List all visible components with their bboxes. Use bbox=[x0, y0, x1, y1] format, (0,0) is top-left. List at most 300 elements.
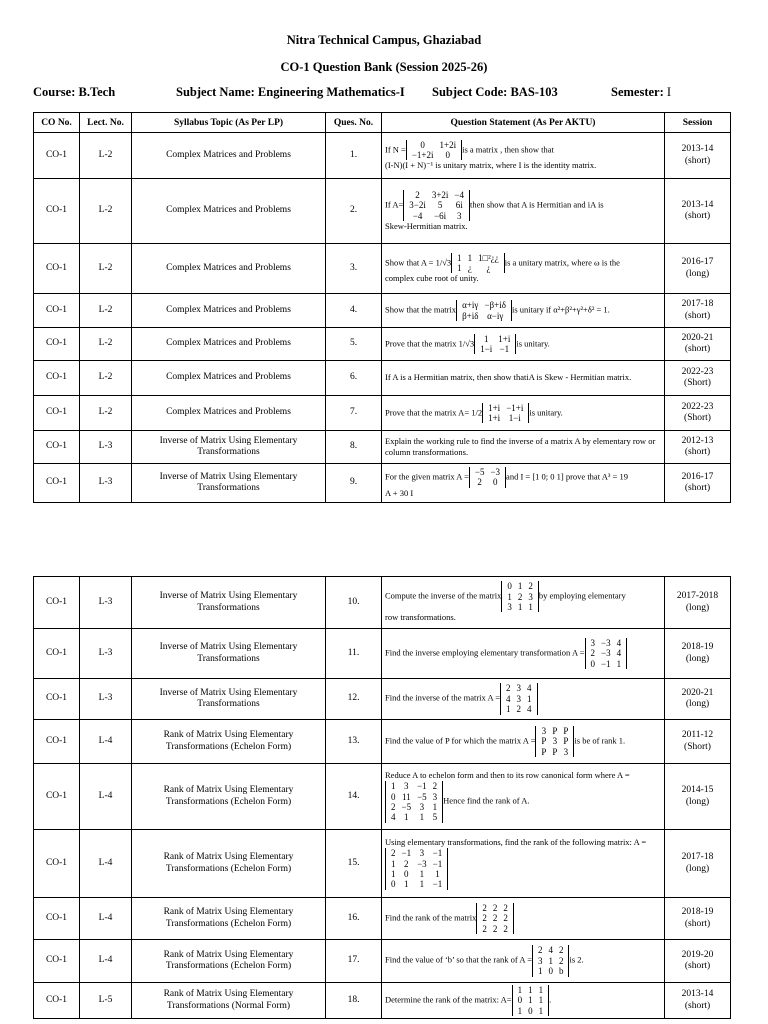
matrix-entry: 2 bbox=[558, 955, 564, 966]
matrix-entry: 4 bbox=[616, 637, 622, 648]
matrix-entry: 1 bbox=[391, 869, 396, 880]
session-cell bbox=[665, 328, 731, 361]
matrix-entry: 1+2i bbox=[439, 139, 457, 150]
question-text-continued: by employing elementary bbox=[538, 590, 626, 601]
session-year: 2022-23 bbox=[681, 366, 714, 377]
matrix-entry: P bbox=[541, 736, 547, 747]
matrix-entry: −5 bbox=[474, 467, 485, 478]
topic-cell: Rank of Matrix Using Elementary Transformations (Echelon Form) bbox=[132, 898, 326, 940]
lect-no-cell: L-3 bbox=[80, 679, 132, 720]
matrix-entry: 1 bbox=[457, 252, 462, 263]
matrix-entry: 1 bbox=[404, 812, 409, 823]
subject-code: Subject Code: BAS-103 bbox=[432, 85, 558, 99]
matrix-entry: 2 bbox=[506, 683, 511, 694]
question-text-continued: is be of rank 1. bbox=[574, 735, 626, 746]
matrix-entry: 2 bbox=[492, 923, 498, 934]
matrix bbox=[482, 403, 529, 424]
topic-cell: Inverse of Matrix Using Elementary Transformations bbox=[132, 577, 326, 629]
matrix-entry: b bbox=[558, 966, 564, 977]
question-cell bbox=[382, 179, 665, 244]
question-text-continued: . bbox=[549, 994, 552, 1005]
matrix-entry: β+iδ bbox=[462, 310, 479, 321]
session-year: 2020-21 bbox=[681, 687, 714, 698]
session-type: (short) bbox=[684, 961, 711, 971]
matrix bbox=[406, 140, 462, 161]
table-row bbox=[34, 940, 731, 983]
table-row bbox=[34, 396, 731, 431]
ques-no-cell: 10. bbox=[326, 577, 382, 629]
question-text: Explain the working rule to find the inverse of a matrix A by elementary row or column transformations. bbox=[385, 435, 656, 457]
ques-no-cell: 1. bbox=[326, 133, 382, 179]
matrix bbox=[456, 300, 512, 321]
session-cell bbox=[665, 720, 731, 764]
matrix-entry: 2 bbox=[503, 923, 508, 934]
matrix-entry: −5 bbox=[401, 802, 412, 813]
ques-no-cell: 6. bbox=[326, 361, 382, 396]
topic-cell: Rank of Matrix Using Elementary Transformations (Echelon Form) bbox=[132, 940, 326, 983]
matrix-entry: P bbox=[541, 746, 547, 757]
topic-cell: Complex Matrices and Problems bbox=[132, 244, 326, 294]
session-cell bbox=[665, 764, 731, 830]
matrix-entry: 1+i bbox=[488, 413, 501, 423]
matrix-entry: 3 bbox=[516, 683, 522, 694]
question-text: If N = bbox=[385, 143, 406, 154]
matrix-entry: 1 bbox=[432, 802, 438, 813]
co-no-cell: CO-1 bbox=[34, 577, 80, 629]
question-text-continued: is a matrix , then show that bbox=[462, 143, 554, 154]
question-cell bbox=[382, 830, 665, 898]
session-type: (short) bbox=[684, 918, 711, 929]
ques-no-cell: 7. bbox=[326, 396, 382, 431]
lect-no-cell: L-4 bbox=[80, 720, 132, 764]
session-type: (short) bbox=[684, 310, 711, 321]
co-no-cell: CO-1 bbox=[34, 464, 80, 503]
co-no-cell: CO-1 bbox=[34, 679, 80, 720]
table-header-row bbox=[34, 113, 731, 133]
co-no-cell: CO-1 bbox=[34, 396, 80, 431]
matrix-entry: 3 bbox=[516, 693, 522, 704]
co-no-cell: CO-1 bbox=[34, 328, 80, 361]
co-no-cell: CO-1 bbox=[34, 720, 80, 764]
table-row bbox=[34, 720, 731, 764]
session-type: (short) bbox=[684, 447, 711, 457]
co-no-cell: CO-1 bbox=[34, 940, 80, 983]
table-row bbox=[34, 464, 731, 503]
topic-cell: Complex Matrices and Problems bbox=[132, 294, 326, 328]
table-row bbox=[34, 983, 731, 1019]
matrix-entry: 1 bbox=[467, 252, 473, 263]
question-cell bbox=[382, 577, 665, 629]
question-table-2 bbox=[33, 576, 731, 1019]
question-cell bbox=[382, 679, 665, 720]
matrix-entry: 0 bbox=[420, 139, 425, 150]
session-cell bbox=[665, 464, 731, 503]
question-text: Prove that the matrix A= 1/2 bbox=[385, 406, 483, 417]
topic-cell: Rank of Matrix Using Elementary Transformations (Normal Form) bbox=[132, 983, 326, 1019]
matrix-entry: 0 bbox=[548, 966, 553, 977]
question-text-line2: A + 30 I bbox=[385, 487, 414, 498]
topic-cell: Rank of Matrix Using Elementary Transformations (Echelon Form) bbox=[132, 764, 326, 830]
matrix-entry: 2 bbox=[482, 902, 487, 913]
question-text-continued: and I = [1 0; 0 1] prove that A³ = 19 bbox=[506, 471, 628, 482]
ques-no-cell: 18. bbox=[326, 983, 382, 1019]
matrix-entry: −1 bbox=[432, 858, 443, 869]
topic-cell: Inverse of Matrix Using Elementary Transformations bbox=[132, 464, 326, 503]
matrix-entry: −1+2i bbox=[411, 149, 434, 160]
session-type: (short) bbox=[684, 155, 711, 166]
session-year: 2022-23 bbox=[681, 401, 714, 412]
matrix-entry: 2 bbox=[477, 477, 482, 488]
co-no-cell: CO-1 bbox=[34, 629, 80, 679]
matrix-entry: 3 bbox=[528, 591, 533, 602]
table-row bbox=[34, 133, 731, 179]
question-cell bbox=[382, 431, 665, 464]
question-cell bbox=[382, 629, 665, 679]
matrix-entry: 2 bbox=[516, 704, 522, 715]
matrix-entry: 3 bbox=[552, 736, 558, 747]
matrix-entry: 3 bbox=[507, 602, 512, 613]
topic-cell: Complex Matrices and Problems bbox=[132, 396, 326, 431]
matrix-entry: 3 bbox=[404, 781, 409, 792]
question-cell bbox=[382, 133, 665, 179]
question-text: Reduce A to echelon form and then to its row canonical form where A = bbox=[385, 770, 630, 781]
matrix-entry: 1□²¿¿ bbox=[478, 252, 499, 263]
col-co-no: CO No. bbox=[34, 113, 80, 133]
co-no-cell: CO-1 bbox=[34, 898, 80, 940]
matrix bbox=[476, 903, 514, 934]
matrix-entry: −β+iδ bbox=[484, 300, 506, 311]
session-type: (long) bbox=[685, 699, 710, 709]
topic-cell: Complex Matrices and Problems bbox=[132, 328, 326, 361]
matrix-entry: 6i bbox=[455, 200, 463, 211]
ques-no-cell: 14. bbox=[326, 764, 382, 830]
matrix-entry: 1 bbox=[528, 984, 533, 995]
session-year: 2020-21 bbox=[681, 332, 714, 343]
topic-cell: Rank of Matrix Using Elementary Transformations (Echelon Form) bbox=[132, 830, 326, 898]
topic-cell: Rank of Matrix Using Elementary Transformations (Echelon Form) bbox=[132, 720, 326, 764]
matrix-entry: 1 bbox=[507, 591, 512, 602]
lect-no-cell: L-4 bbox=[80, 764, 132, 830]
topic-cell: Inverse of Matrix Using Elementary Transformations bbox=[132, 629, 326, 679]
question-cell bbox=[382, 396, 665, 431]
session-cell bbox=[665, 431, 731, 464]
matrix-entry: 3 bbox=[590, 637, 596, 648]
matrix-entry: 1 bbox=[538, 984, 544, 995]
session-type: (long) bbox=[685, 268, 710, 279]
matrix-entry: 3+2i bbox=[431, 189, 449, 200]
question-text: Using elementary transformations, find the rank of the following matrix: A = bbox=[385, 837, 647, 848]
session-cell bbox=[665, 133, 731, 179]
matrix-entry: 1 bbox=[517, 984, 523, 995]
matrix-entry: 2 bbox=[492, 913, 498, 924]
matrix-entry: −1 bbox=[401, 848, 412, 859]
matrix-entry: 2 bbox=[528, 581, 533, 592]
matrix-entry: 1 bbox=[483, 333, 489, 344]
question-table-1 bbox=[33, 112, 731, 503]
matrix-entry: 1 bbox=[391, 781, 396, 792]
matrix-entry: 1 bbox=[538, 1005, 544, 1016]
question-text-continued: Hence find the rank of A. bbox=[443, 795, 530, 806]
lect-no-cell: L-2 bbox=[80, 361, 132, 396]
matrix-entry: 3 bbox=[563, 746, 569, 757]
matrix-entry: 2 bbox=[415, 189, 420, 200]
lect-no-cell: L-2 bbox=[80, 328, 132, 361]
matrix-entry: 5 bbox=[432, 812, 438, 823]
matrix-entry: 0 bbox=[391, 791, 396, 802]
question-text-continued: is unitary. bbox=[516, 337, 550, 348]
matrix-entry: 2 bbox=[404, 858, 409, 869]
session-cell bbox=[665, 898, 731, 940]
matrix-entry: −3 bbox=[601, 637, 611, 648]
ques-no-cell: 16. bbox=[326, 898, 382, 940]
lect-no-cell: L-3 bbox=[80, 431, 132, 464]
question-text: Show that the matrix bbox=[385, 304, 457, 315]
table-row bbox=[34, 431, 731, 464]
matrix-entry: −4 bbox=[412, 210, 423, 221]
session-cell bbox=[665, 679, 731, 720]
matrix-entry: 3 bbox=[541, 725, 547, 736]
matrix-entry: α−iγ bbox=[487, 310, 504, 321]
matrix bbox=[501, 581, 539, 612]
lect-no-cell: L-3 bbox=[80, 629, 132, 679]
table-row bbox=[34, 830, 731, 898]
matrix-entry: 1 bbox=[435, 869, 440, 880]
question-text-line2: Skew-Hermitian matrix. bbox=[385, 220, 468, 231]
session-cell bbox=[665, 983, 731, 1019]
matrix bbox=[451, 253, 505, 274]
matrix-entry: 2 bbox=[503, 902, 508, 913]
matrix-entry: 1 bbox=[537, 966, 543, 977]
matrix-entry: 0 bbox=[404, 869, 409, 880]
matrix-entry: 1 bbox=[404, 879, 409, 890]
matrix-entry: 1 bbox=[548, 955, 553, 966]
session-type: (short) bbox=[684, 211, 711, 221]
question-text: If A= bbox=[385, 199, 404, 210]
matrix-entry: 1+i bbox=[488, 402, 501, 413]
table-row bbox=[34, 764, 731, 830]
matrix-entry: P bbox=[552, 746, 558, 757]
table-row bbox=[34, 577, 731, 629]
ques-no-cell: 13. bbox=[326, 720, 382, 764]
question-text-continued: is unitary. bbox=[529, 406, 563, 417]
matrix-entry: 3−2i bbox=[409, 200, 426, 211]
session-type: (Short) bbox=[684, 741, 711, 752]
matrix-entry: 1 bbox=[517, 602, 523, 613]
session-year: 2013-14 bbox=[681, 989, 714, 1000]
ques-no-cell: 8. bbox=[326, 431, 382, 464]
question-text: Compute the inverse of the matrix bbox=[385, 590, 502, 601]
lect-no-cell: L-3 bbox=[80, 464, 132, 503]
ques-no-cell: 11. bbox=[326, 629, 382, 679]
session-type: (short) bbox=[684, 1000, 711, 1011]
ques-no-cell: 3. bbox=[326, 244, 382, 294]
matrix-entry: 1−i bbox=[480, 344, 493, 354]
matrix-entry: α+iγ bbox=[462, 300, 479, 311]
session-cell bbox=[665, 361, 731, 396]
question-text: If A is a Hermitian matrix, then show thatiA is Skew - Hermitian matrix. bbox=[385, 372, 632, 383]
question-cell bbox=[382, 898, 665, 940]
matrix-entry: −1 bbox=[432, 879, 443, 890]
matrix-entry: 0 bbox=[507, 581, 512, 592]
session-cell bbox=[665, 294, 731, 328]
question-text: Find the rank of the matrix bbox=[385, 912, 477, 923]
lect-no-cell: L-4 bbox=[80, 940, 132, 983]
session-cell bbox=[665, 830, 731, 898]
matrix-entry: 3 bbox=[432, 791, 438, 802]
session-year: 2019-20 bbox=[681, 949, 714, 960]
matrix-entry: 1 bbox=[528, 602, 533, 613]
matrix-entry: 11 bbox=[401, 791, 411, 802]
question-bank-title: CO-1 Question Bank (Session 2025-26) bbox=[280, 60, 488, 74]
session-year: 2017-2018 bbox=[676, 591, 719, 602]
lect-no-cell: L-4 bbox=[80, 830, 132, 898]
session-year: 2017-18 bbox=[681, 852, 714, 863]
col-session: Session bbox=[665, 113, 731, 133]
matrix-entry: 0 bbox=[590, 658, 596, 669]
session-year: 2014-15 bbox=[681, 785, 714, 796]
matrix bbox=[474, 334, 516, 355]
matrix-entry: 2 bbox=[590, 648, 596, 659]
matrix-entry: 3 bbox=[419, 802, 425, 813]
co-no-cell: CO-1 bbox=[34, 179, 80, 244]
session-cell bbox=[665, 179, 731, 244]
question-cell bbox=[382, 764, 665, 830]
co-no-cell: CO-1 bbox=[34, 244, 80, 294]
matrix bbox=[469, 467, 506, 488]
session-year: 2016-17 bbox=[681, 257, 714, 268]
matrix-entry: 4 bbox=[391, 812, 396, 823]
matrix-entry: −5 bbox=[417, 791, 427, 802]
session-type: (short) bbox=[684, 344, 711, 354]
subject-name: Subject Name: Engineering Mathematics-I bbox=[176, 85, 405, 99]
matrix-entry: −3 bbox=[417, 858, 427, 869]
topic-cell: Inverse of Matrix Using Elementary Transformations bbox=[132, 679, 326, 720]
session-year: 2013-14 bbox=[681, 144, 714, 155]
matrix-entry: 2 bbox=[492, 902, 498, 913]
session-type: (Short) bbox=[684, 378, 711, 388]
question-text-line2: complex cube root of unity. bbox=[385, 273, 479, 284]
matrix-entry: 1 bbox=[527, 693, 532, 704]
question-text-line2: row transformations. bbox=[385, 612, 456, 623]
question-text: Find the value of P for which the matrix A = bbox=[385, 735, 536, 746]
course-label: Course: B.Tech bbox=[33, 85, 116, 99]
lect-no-cell: L-3 bbox=[80, 577, 132, 629]
matrix-entry: −1 bbox=[499, 344, 510, 354]
lect-no-cell: L-4 bbox=[80, 898, 132, 940]
matrix-entry: 1 bbox=[457, 262, 462, 273]
question-text: For the given matrix A = bbox=[385, 471, 469, 482]
question-text: Show that A = 1/√3 bbox=[385, 256, 452, 267]
question-text: Find the inverse of the matrix A = bbox=[385, 692, 501, 703]
matrix-entry: 2 bbox=[391, 848, 396, 859]
table-row bbox=[34, 679, 731, 720]
session-cell bbox=[665, 244, 731, 294]
session-cell bbox=[665, 577, 731, 629]
table-row bbox=[34, 328, 731, 361]
matrix-entry: 1 bbox=[419, 869, 425, 880]
matrix-entry: 0 bbox=[528, 1005, 533, 1016]
session-type: (long) bbox=[685, 863, 710, 874]
matrix-entry: ¿ bbox=[467, 262, 472, 273]
question-text-continued: is unitary if α²+β²+γ²+δ² = 1. bbox=[511, 304, 610, 315]
matrix bbox=[512, 985, 550, 1016]
co-no-cell: CO-1 bbox=[34, 983, 80, 1019]
matrix-entry: ¿ bbox=[486, 262, 491, 273]
question-cell bbox=[382, 464, 665, 503]
session-cell bbox=[665, 940, 731, 983]
matrix-entry: 2 bbox=[517, 591, 523, 602]
matrix-entry: −1 bbox=[601, 658, 611, 669]
question-text-continued: then show that A is Hermitian and iA is bbox=[469, 199, 604, 210]
matrix-entry: 1 bbox=[517, 1005, 523, 1016]
table-row bbox=[34, 179, 731, 244]
question-cell bbox=[382, 294, 665, 328]
matrix-entry: 5 bbox=[437, 200, 443, 211]
session-cell bbox=[665, 396, 731, 431]
matrix-entry: 1 bbox=[391, 858, 396, 869]
matrix-entry: 2 bbox=[391, 802, 396, 813]
question-cell bbox=[382, 361, 665, 396]
topic-cell: Complex Matrices and Problems bbox=[132, 133, 326, 179]
matrix bbox=[532, 945, 570, 976]
session-year: 2016-17 bbox=[681, 471, 714, 482]
table-row bbox=[34, 244, 731, 294]
matrix-entry: −1+i bbox=[506, 402, 524, 413]
matrix-entry: 0 bbox=[517, 995, 523, 1006]
matrix-entry: 2 bbox=[432, 781, 438, 792]
table-row bbox=[34, 294, 731, 328]
question-text: Find the value of ‘b’ so that the rank of A = bbox=[385, 954, 532, 965]
table-row bbox=[34, 629, 731, 679]
question-text: Find the inverse employing elementary transformation A = bbox=[385, 647, 585, 658]
co-no-cell: CO-1 bbox=[34, 361, 80, 396]
co-no-cell: CO-1 bbox=[34, 764, 80, 830]
question-cell bbox=[382, 940, 665, 983]
session-year: 2018-19 bbox=[681, 642, 714, 653]
co-no-cell: CO-1 bbox=[34, 431, 80, 464]
session-type: (short) bbox=[684, 483, 711, 493]
matrix bbox=[500, 683, 538, 714]
matrix-entry: 4 bbox=[548, 945, 553, 956]
question-cell bbox=[382, 244, 665, 294]
matrix-entry: 3 bbox=[419, 848, 425, 859]
lect-no-cell: L-2 bbox=[80, 396, 132, 431]
semester: Semester: I bbox=[611, 85, 672, 99]
lect-no-cell: L-2 bbox=[80, 244, 132, 294]
question-text-continued: is a unitary matrix, where ω is the bbox=[504, 256, 620, 267]
matrix bbox=[403, 190, 470, 221]
matrix-entry: 1 bbox=[419, 812, 425, 823]
table-row bbox=[34, 898, 731, 940]
matrix-entry: 0 bbox=[391, 879, 396, 890]
matrix-entry: 1+i bbox=[498, 333, 511, 344]
ques-no-cell: 2. bbox=[326, 179, 382, 244]
question-text: Determine the rank of the matrix: A= bbox=[385, 994, 512, 1005]
matrix bbox=[585, 638, 628, 669]
session-year: 2011-12 bbox=[681, 730, 714, 741]
matrix-entry: −1 bbox=[417, 781, 427, 792]
col-ques-no: Ques. No. bbox=[326, 113, 382, 133]
question-cell bbox=[382, 720, 665, 764]
topic-cell: Complex Matrices and Problems bbox=[132, 179, 326, 244]
question-cell bbox=[382, 983, 665, 1019]
col-syllabus-topic: Syllabus Topic (As Per LP) bbox=[132, 113, 326, 133]
ques-no-cell: 5. bbox=[326, 328, 382, 361]
ques-no-cell: 15. bbox=[326, 830, 382, 898]
matrix-entry: −6i bbox=[434, 210, 447, 221]
lect-no-cell: L-5 bbox=[80, 983, 132, 1019]
campus-title: Nitra Technical Campus, Ghaziabad bbox=[286, 33, 482, 47]
